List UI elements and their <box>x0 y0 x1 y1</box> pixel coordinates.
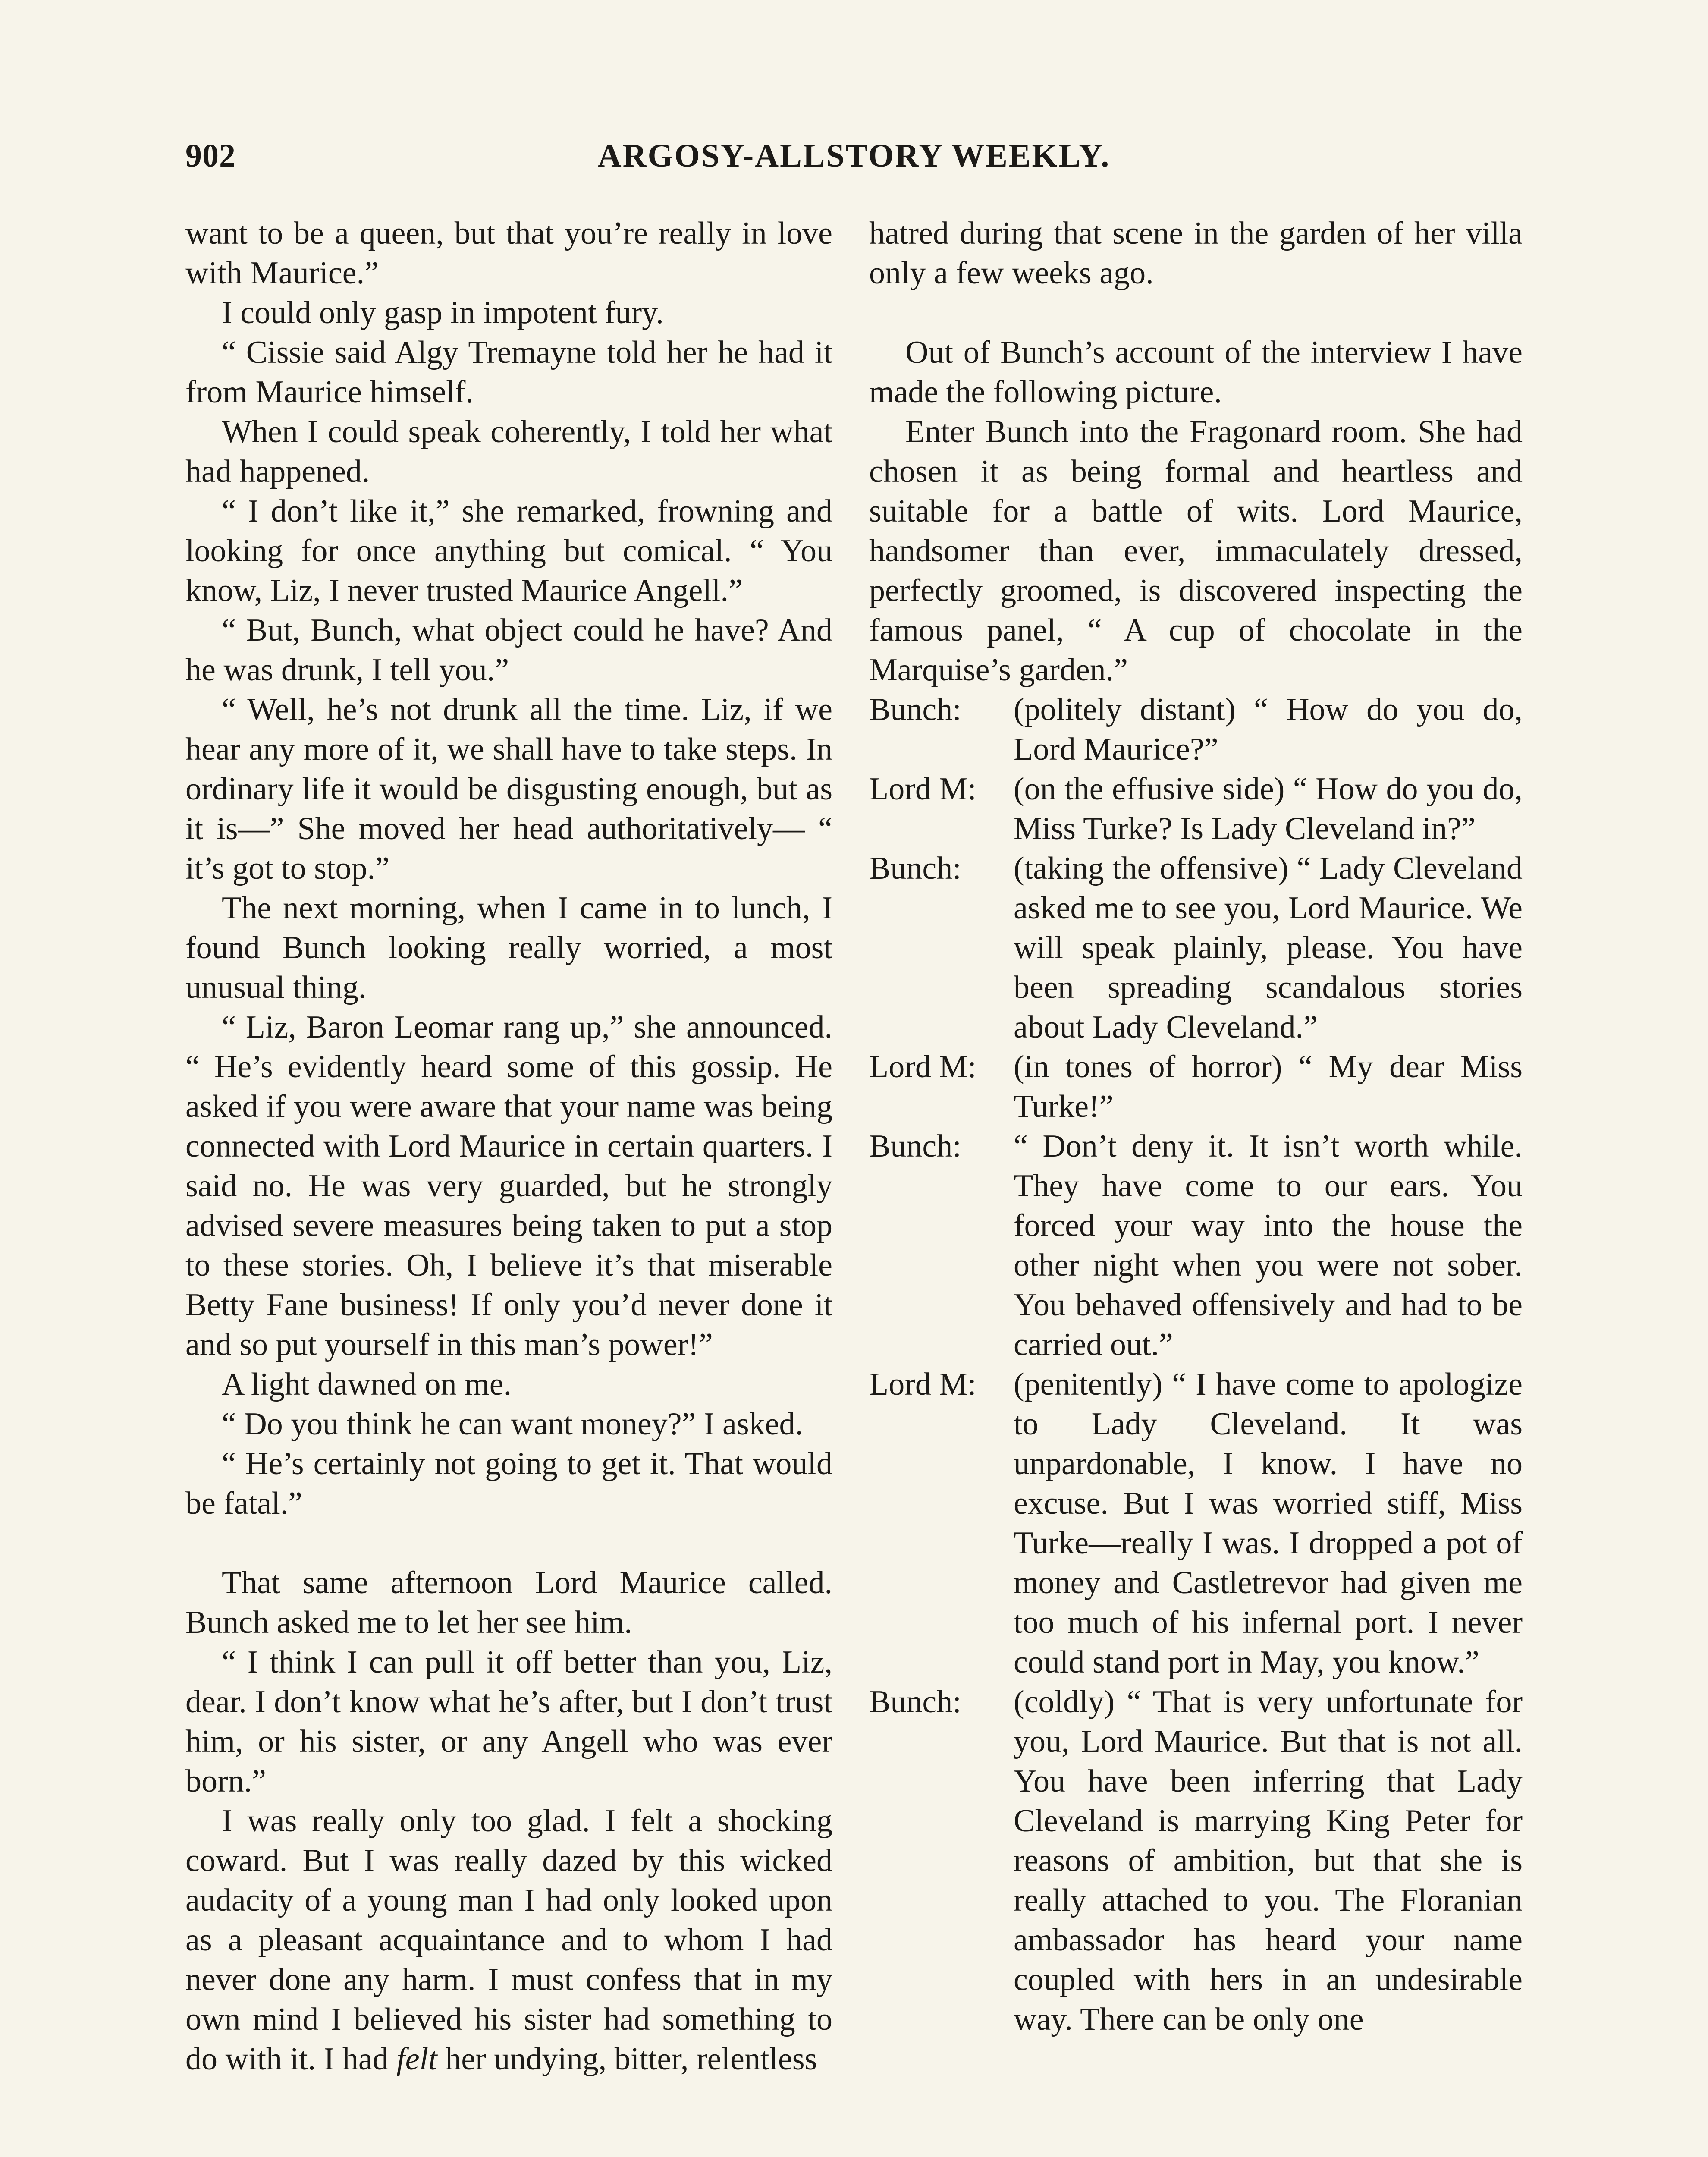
dialogue-text: (penitently) “ I have come to apologize to Lady Cleveland. It was unpardonable, I know. I have no excuse. But I was worried stiff, Miss Turke—really I was. I dropped a pot of money and Castletrevor had given me too much of his infernal port. I never could stand port in May, you know.” <box>1014 1367 1523 1680</box>
paragraph: Out of Bunch’s account of the interview I have made the following picture. <box>869 335 1523 410</box>
dialogue-line <box>869 849 1523 1047</box>
left-column <box>185 214 832 2079</box>
dialogue-line <box>869 1682 1523 2039</box>
paragraph: “ I don’t like it,” she remarked, frowning and looking for once anything but comical. “ You know, Liz, I never trusted Maurice Angell.” <box>185 494 832 608</box>
speaker-name: Lord M: <box>869 771 976 807</box>
paragraph: hatred during that scene in the garden of her villa only a few weeks ago. <box>869 216 1523 291</box>
dialogue-text: (in tones of horror) “ My dear Miss Turke!” <box>1014 1049 1523 1124</box>
dialogue-line <box>869 1365 1523 1682</box>
paragraph-text: her undying, bitter, relentless <box>445 2041 817 2077</box>
paragraph: “ He’s certainly not going to get it. That would be fatal.” <box>185 1446 832 1521</box>
paragraph: “ But, Bunch, what object could he have? And he was drunk, I tell you.” <box>185 613 832 688</box>
paragraph <box>185 1801 832 2079</box>
section-break <box>869 293 1523 333</box>
dialogue-line <box>869 690 1523 769</box>
dialogue-line <box>869 1126 1523 1365</box>
right-column <box>869 214 1523 2039</box>
dialogue-text: “ Don’t deny it. It isn’t worth while. They have come to our ears. You forced your way into the house the other night when you were not sober. You behaved offensively and had to be carried out.” <box>1014 1129 1523 1362</box>
speaker-name: Lord M: <box>869 1367 976 1402</box>
speaker-name: Lord M: <box>869 1049 976 1085</box>
paragraph: That same afternoon Lord Maurice called. Bunch asked me to let her see him. <box>185 1565 832 1640</box>
paragraph-text: I was really only too glad. I felt a shocking coward. But I was really dazed by this wicked audacity of a young man I had only looked upon as a pleasant acquaintance and to whom I had never done any harm. I must confess that in my own mind I believed his sister had something to do with it. I had <box>185 1803 832 2077</box>
paragraph: “ Cissie said Algy Tremayne told her he had it from Maurice himself. <box>185 335 832 410</box>
italic-word: felt <box>396 2041 437 2077</box>
paragraph: “ Liz, Baron Leomar rang up,” she announced. “ He’s evidently heard some of this gossip. He asked if you were aware that your name was being connected with Lord Maurice in certain quarters. I said no. He was very guarded, but he strongly advised severe measures being taken to put a stop to these stories. Oh, I believe it’s that miserable Betty Fane business! If only you’d never done it and so put yourself in this man’s power!” <box>185 1009 832 1362</box>
dialogue-text: (on the effusive side) “ How do you do, Miss Turke? Is Lady Cleveland in?” <box>1014 771 1523 846</box>
paragraph: A light dawned on me. <box>222 1367 512 1402</box>
paragraph: I could only gasp in impotent fury. <box>222 295 664 330</box>
running-head: ARGOSY-ALLSTORY WEEKLY. <box>597 138 1111 174</box>
paragraph: “ Do you think he can want money?” I asked. <box>222 1406 804 1442</box>
dialogue-text: (politely distant) “ How do you do, Lord Maurice?” <box>1014 692 1523 767</box>
paragraph: want to be a queen, but that you’re really in love with Maurice.” <box>185 216 832 291</box>
speaker-name: Bunch: <box>869 1684 961 1720</box>
section-break <box>185 1523 832 1563</box>
paragraph: The next morning, when I came in to lunch, I found Bunch looking really worried, a most unusual thing. <box>185 890 832 1005</box>
paragraph: Enter Bunch into the Fragonard room. She had chosen it as being formal and heartless and suitable for a battle of wits. Lord Maurice, handsomer than ever, immaculately dressed, perfectly groomed, is discovered inspecting the famous panel, “ A cup of chocolate in the Marquise’s garden.” <box>869 414 1523 688</box>
speaker-name: Bunch: <box>869 692 961 727</box>
speaker-name: Bunch: <box>869 1129 961 1164</box>
speaker-name: Bunch: <box>869 851 961 886</box>
dialogue-text: (coldly) “ That is very unfortunate for you, Lord Maurice. But that is not all. You have been inferring that Lady Cleveland is marrying King Peter for reasons of ambition, but that she is really attached to you. The Floranian ambassador has heard your name coupled with hers in an undesirable way. There can be only one <box>1014 1684 1523 2037</box>
paragraph: “ I think I can pull it off better than you, Liz, dear. I don’t know what he’s after, but I don’t trust him, or his sister, or any Angell who was ever born.” <box>185 1644 832 1799</box>
dialogue-line <box>869 769 1523 849</box>
page-number: 902 <box>185 138 236 174</box>
paragraph: “ Well, he’s not drunk all the time. Liz, if we hear any more of it, we shall have to take steps. In ordinary life it would be disgusting enough, but as it is—” She moved her head authoritatively— “ it’s got to stop.” <box>185 692 832 886</box>
dialogue-text: (taking the offensive) “ Lady Cleveland asked me to see you, Lord Maurice. We will speak plainly, please. You have been spreading scandalous stories about Lady Cleveland.” <box>1014 851 1523 1045</box>
paragraph: When I could speak coherently, I told her what had happened. <box>185 414 832 489</box>
dialogue-line <box>869 1047 1523 1126</box>
